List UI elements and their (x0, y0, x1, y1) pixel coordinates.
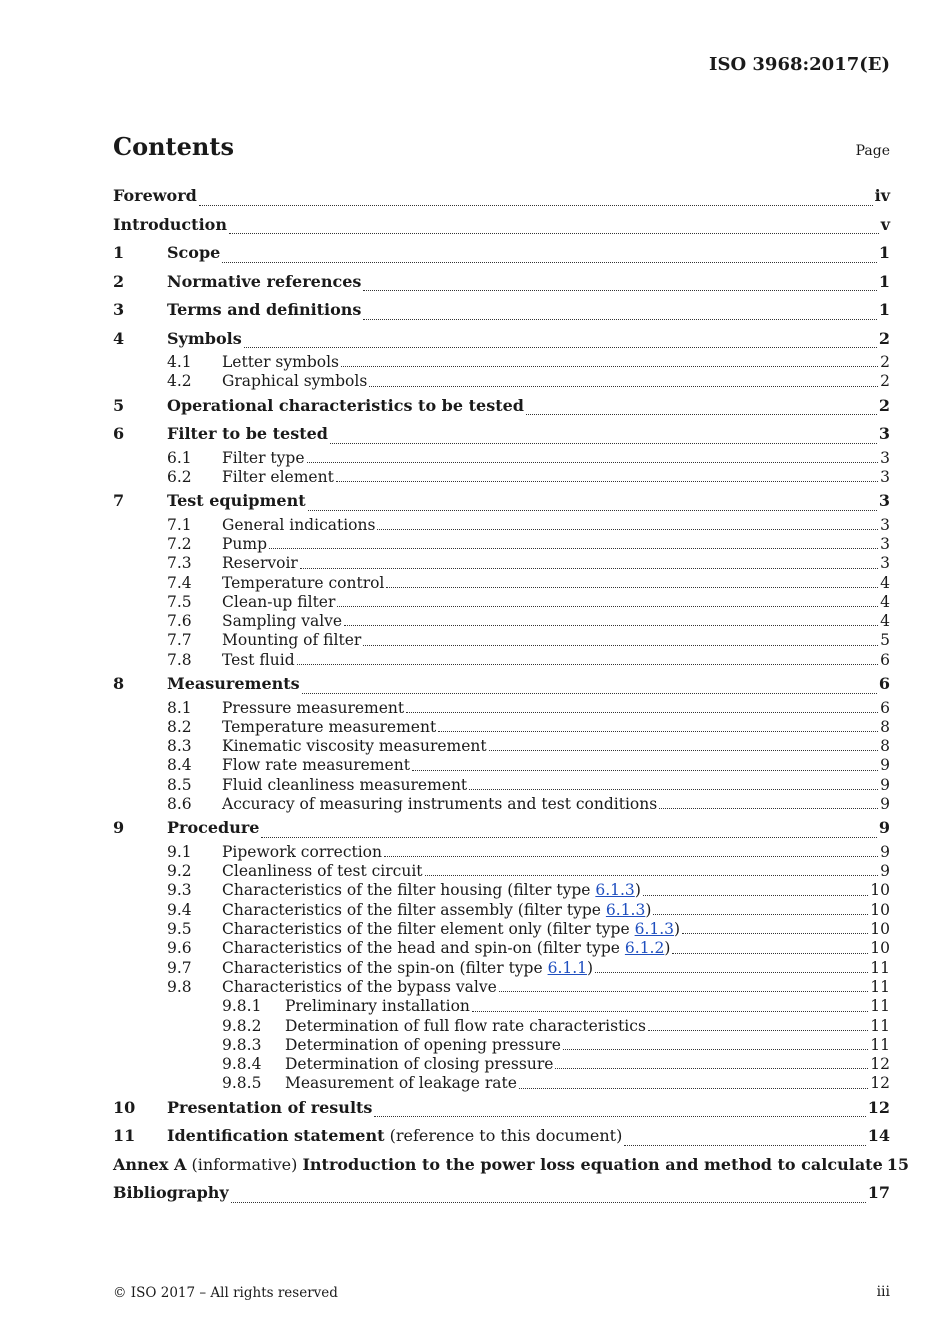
toc-entry-number: 8.1 (167, 698, 192, 717)
toc-entry[interactable] (113, 516, 890, 535)
dot-leader (499, 991, 869, 992)
clause-reference-link[interactable]: 6.1.1 (547, 958, 588, 977)
toc-entry[interactable] (113, 1122, 890, 1151)
toc-entry-page: 3 (880, 515, 890, 534)
toc-entry-number: 2 (113, 271, 125, 291)
toc-entry-page: 9 (878, 818, 890, 838)
clause-reference-link[interactable]: 6.1.3 (595, 881, 635, 900)
toc-entry-page: 3 (880, 554, 890, 573)
toc-entry-title (222, 554, 298, 573)
dot-leader (659, 808, 878, 809)
page-title: Contents (113, 132, 234, 161)
dot-leader (307, 462, 879, 463)
dot-leader (526, 414, 877, 415)
toc-entry-title-suffix: ) (587, 958, 594, 977)
toc-entry-title (222, 901, 651, 920)
toc-entry-number: 7.7 (167, 631, 192, 650)
toc-entry-page: 10 (870, 939, 890, 958)
toc-entry-title (285, 1036, 561, 1055)
toc-entry[interactable] (113, 862, 890, 881)
toc-entry-title (167, 296, 361, 325)
toc-entry[interactable] (113, 211, 890, 240)
dot-leader (222, 262, 877, 263)
toc-entry-page: 1 (878, 243, 890, 262)
toc-entry-title (222, 516, 375, 535)
page-column-label: Page (855, 143, 890, 159)
dot-leader (406, 712, 878, 713)
dot-leader (297, 664, 879, 665)
toc-entry-number: 9.8 (167, 977, 192, 996)
toc-entry-page: 9 (880, 756, 890, 775)
toc-entry-title (222, 843, 382, 862)
dot-leader (682, 933, 868, 934)
toc-entry-qualifier: (informative) (186, 1154, 303, 1174)
toc-entry-number: 7.6 (167, 612, 192, 631)
toc-entry-page: 4 (880, 612, 890, 631)
toc-entry-title (167, 239, 220, 268)
toc-entry-page: 10 (870, 920, 890, 939)
dot-leader (425, 875, 879, 876)
toc-entry-title-text: General indications (222, 515, 376, 534)
toc-entry-title-text: Accuracy of measuring instruments and test conditions (222, 795, 658, 814)
toc-entry-title (222, 795, 657, 814)
dot-leader (648, 1030, 868, 1031)
toc-entry-title (167, 325, 242, 354)
toc-entry[interactable] (113, 392, 890, 421)
dot-leader (384, 856, 878, 857)
dot-leader (489, 750, 878, 751)
toc-entry-title (167, 1122, 622, 1151)
toc-entry-page: 2 (880, 372, 890, 391)
toc-entry[interactable] (113, 901, 890, 920)
toc-entry[interactable] (113, 939, 890, 958)
clause-reference-link[interactable]: 6.1.3 (605, 900, 646, 919)
toc-entry-page: 1 (878, 271, 890, 291)
toc-entry-number: 9.8.5 (222, 1074, 262, 1093)
toc-entry[interactable] (113, 325, 890, 354)
toc-entry[interactable] (113, 1017, 890, 1036)
toc-entry-title (222, 718, 436, 737)
toc-entry-page: 12 (867, 1097, 890, 1117)
toc-entry-number: 9.8.1 (222, 997, 262, 1016)
dot-leader (672, 953, 868, 954)
dot-leader (337, 606, 878, 607)
toc-entry-number: 8.4 (167, 756, 192, 775)
toc-entry[interactable] (113, 843, 890, 862)
toc-entry[interactable] (113, 239, 890, 268)
toc-entry[interactable] (113, 535, 890, 554)
toc-entry-title-text: Characteristics of the spin-on (filter type (222, 958, 548, 977)
toc-entry-number: 8.2 (167, 717, 192, 736)
dot-leader (653, 914, 868, 915)
toc-entry-title (222, 353, 339, 372)
toc-entry-title-text: Pump (222, 534, 268, 553)
toc-entry-title (113, 182, 197, 211)
toc-entry[interactable] (113, 756, 890, 775)
toc-entry-page: 11 (870, 997, 890, 1016)
toc-entry-page: 3 (880, 448, 890, 467)
toc-entry-page: 12 (870, 1055, 890, 1074)
toc-entry-page: v (880, 214, 890, 234)
toc-entry-title (113, 211, 227, 240)
toc-entry-title (222, 593, 335, 612)
toc-entry-title-text: Introduction (113, 214, 227, 234)
toc-entry-title-text: Preliminary installation (285, 997, 470, 1016)
toc-entry-title (222, 862, 423, 881)
table-of-contents (113, 182, 910, 1208)
toc-entry-title-text: Mounting of filter (222, 631, 362, 650)
dot-leader (472, 1011, 868, 1012)
toc-entry-page: 3 (880, 467, 890, 486)
toc-entry[interactable] (113, 670, 890, 699)
toc-entry-title-text: Symbols (167, 328, 242, 348)
toc-entry-page: 10 (870, 900, 890, 919)
toc-entry-number: 7.8 (167, 650, 192, 669)
toc-entry[interactable] (113, 776, 890, 795)
toc-entry-title-text: Procedure (167, 818, 260, 838)
toc-entry-title-text: Flow rate measurement (222, 756, 410, 775)
toc-entry-title (285, 997, 470, 1016)
toc-entry-number: 4 (113, 328, 125, 348)
toc-entry-title-text: Characteristics of the head and spin-on (filter type (222, 939, 625, 958)
toc-entry-title-suffix: ) (645, 900, 652, 919)
toc-entry-title-text: Bibliography (113, 1183, 229, 1203)
dot-leader (624, 1145, 865, 1146)
toc-entry-title-text: Test fluid (222, 650, 295, 669)
toc-entry-page: 4 (880, 573, 890, 592)
toc-entry-title-text: Determination of closing pressure (285, 1055, 554, 1074)
toc-entry[interactable] (113, 449, 890, 468)
toc-entry-title-text: Annex A (113, 1154, 187, 1174)
toc-entry[interactable] (113, 468, 890, 487)
toc-entry[interactable] (113, 353, 890, 372)
toc-entry-number: 7.1 (167, 515, 192, 534)
toc-entry[interactable] (113, 795, 890, 814)
toc-entry-page: 9 (880, 795, 890, 814)
toc-entry-title-text: Test equipment (167, 491, 306, 511)
toc-entry-title (113, 1151, 883, 1180)
toc-entry-title (222, 631, 361, 650)
toc-entry-title (167, 268, 361, 297)
toc-entry-page: 17 (867, 1183, 890, 1203)
dot-leader (341, 366, 878, 367)
toc-entry-title-text: Sampling valve (222, 612, 343, 631)
toc-entry-number: 5 (113, 395, 125, 415)
dot-leader (261, 837, 876, 838)
toc-entry-page: 5 (880, 631, 890, 650)
toc-entry-title-text: Pipework correction (222, 842, 382, 861)
toc-entry-page: 6 (880, 650, 890, 669)
toc-entry-page: 3 (880, 534, 890, 553)
toc-entry-page: 8 (880, 717, 890, 736)
toc-entry-number: 8.5 (167, 775, 192, 794)
toc-entry-number: 4.1 (167, 353, 192, 371)
dot-leader (555, 1068, 868, 1069)
toc-entry-page: 9 (880, 842, 890, 861)
dot-leader (302, 693, 877, 694)
toc-entry-number: 9.3 (167, 881, 192, 900)
toc-entry-number: 9.5 (167, 920, 192, 939)
toc-entry-number: 9.6 (167, 939, 192, 958)
toc-entry-title (167, 392, 524, 421)
toc-entry[interactable] (113, 920, 890, 939)
toc-entry-title (167, 814, 259, 843)
toc-entry-title (222, 468, 334, 487)
toc-entry-title (222, 574, 384, 593)
toc-entry-title (222, 959, 593, 978)
toc-entry-title (167, 1094, 372, 1123)
dot-leader (231, 1202, 866, 1203)
toc-entry-number: 11 (113, 1126, 136, 1146)
toc-entry-title-text: Scope (167, 243, 221, 262)
toc-entry[interactable] (113, 1074, 890, 1093)
toc-entry[interactable] (113, 1055, 890, 1074)
toc-entry-title (222, 699, 404, 718)
toc-entry-title (222, 612, 342, 631)
toc-entry[interactable] (113, 487, 890, 516)
toc-entry-title (222, 535, 267, 554)
toc-entry-annex-title: Introduction to the power loss equation and method to calculate (302, 1154, 883, 1174)
toc-entry-number: 10 (113, 1097, 136, 1117)
toc-entry-title (222, 449, 305, 468)
dot-leader (563, 1049, 868, 1050)
toc-entry-page: 6 (880, 698, 890, 717)
toc-entry-number: 9.8.2 (222, 1016, 262, 1035)
toc-entry-title-text: Terms and definitions (167, 300, 362, 319)
toc-entry[interactable] (113, 978, 890, 997)
dot-leader (412, 770, 878, 771)
dot-leader (344, 625, 878, 626)
toc-entry-page: 1 (878, 300, 890, 319)
toc-entry-number: 7.5 (167, 592, 192, 611)
toc-entry[interactable] (113, 420, 890, 449)
toc-entry[interactable] (113, 814, 890, 843)
toc-entry-title-text: Determination of opening pressure (285, 1035, 561, 1054)
toc-entry-title (285, 1074, 517, 1093)
toc-entry-number: 7.2 (167, 534, 192, 553)
toc-entry-page: 9 (880, 862, 890, 881)
toc-entry-title-text: Characteristics of the filter housing (filter type (222, 881, 596, 900)
dot-leader (363, 645, 878, 646)
toc-entry[interactable] (113, 631, 890, 650)
toc-entry-title-text: Operational characteristics to be tested (167, 395, 524, 415)
toc-entry-number: 9.8.4 (222, 1055, 262, 1074)
toc-entry-page: 11 (870, 1016, 890, 1035)
toc-entry-number: 8.3 (167, 737, 192, 756)
toc-entry-number: 7.4 (167, 573, 192, 592)
toc-entry-page: 11 (870, 1035, 890, 1054)
toc-entry-title-text: Determination of full flow rate characteristics (285, 1016, 646, 1035)
toc-entry-title-text: Kinematic viscosity measurement (222, 737, 487, 756)
toc-entry-number: 7 (113, 491, 125, 511)
toc-entry-title-text: Fluid cleanliness measurement (222, 775, 468, 794)
toc-entry-title (222, 920, 680, 939)
toc-entry-title-text: Temperature control (222, 573, 385, 592)
toc-entry-title-text: Filter type (222, 448, 305, 467)
dot-leader (308, 510, 877, 511)
toc-entry-title (285, 1055, 553, 1074)
toc-entry-number: 1 (113, 243, 125, 262)
dot-leader (229, 233, 879, 234)
toc-entry[interactable] (113, 1094, 890, 1123)
toc-entry-number: 8.6 (167, 795, 192, 814)
toc-entry-number: 8 (113, 674, 125, 694)
toc-entry-title-text: Identification statement (167, 1126, 385, 1146)
dot-leader (269, 548, 878, 549)
toc-entry-title-text: Characteristics of the filter element only (filter type (222, 920, 635, 939)
toc-entry-title-text: Presentation of results (167, 1097, 373, 1117)
dot-leader (386, 587, 878, 588)
toc-entry[interactable] (113, 1179, 890, 1208)
clause-reference-link[interactable]: 6.1.2 (624, 939, 665, 958)
toc-entry[interactable] (113, 959, 890, 978)
toc-entry[interactable] (113, 296, 890, 325)
toc-entry-page: 4 (880, 592, 890, 611)
dot-leader (300, 568, 878, 569)
toc-entry-number: 4.2 (167, 372, 192, 391)
toc-entry-title-text: Graphical symbols (222, 372, 368, 391)
toc-entry[interactable] (113, 372, 890, 391)
toc-entry[interactable] (113, 718, 890, 737)
toc-entry[interactable] (113, 574, 890, 593)
toc-entry-title-text: Characteristics of the bypass valve (222, 977, 497, 996)
toc-entry[interactable] (113, 1036, 890, 1055)
toc-entry[interactable] (113, 1151, 910, 1180)
toc-entry[interactable] (113, 612, 890, 631)
toc-entry-title-text: Cleanliness of test circuit (222, 862, 423, 881)
toc-entry[interactable] (113, 737, 890, 756)
toc-entry-number: 6.2 (167, 467, 192, 486)
document-code: ISO 3968:2017(E) (709, 54, 890, 75)
toc-entry-title-text: Filter element (222, 467, 334, 486)
toc-entry-title-text: Reservoir (222, 554, 298, 573)
toc-entry-title (285, 1017, 646, 1036)
toc-entry-title-text: Clean-up filter (222, 592, 336, 611)
toc-entry-page: 2 (878, 328, 890, 348)
toc-entry[interactable] (113, 651, 890, 670)
toc-entry-page: 10 (870, 881, 890, 900)
toc-entry[interactable] (113, 268, 890, 297)
toc-entry-number: 6 (113, 424, 125, 444)
toc-entry-number: 7.3 (167, 554, 192, 573)
toc-entry[interactable] (113, 997, 890, 1016)
toc-entry-number: 6.1 (167, 448, 192, 467)
dot-leader (643, 895, 868, 896)
toc-entry-page: 12 (870, 1074, 890, 1093)
toc-entry-title-suffix: ) (674, 920, 681, 939)
copyright-notice: © ISO 2017 – All rights reserved (113, 1285, 338, 1301)
toc-entry-title (222, 776, 467, 795)
toc-entry-number: 9.8.3 (222, 1035, 262, 1054)
toc-entry-title-suffix: ) (664, 939, 671, 958)
toc-entry-title (167, 420, 328, 449)
dot-leader (438, 731, 878, 732)
dot-leader (369, 386, 878, 387)
toc-entry-number: 9.7 (167, 958, 192, 977)
toc-entry-title (222, 651, 295, 670)
dot-leader (595, 972, 868, 973)
toc-entry-number: 9 (113, 818, 125, 838)
toc-entry-title-text: Pressure measurement (222, 698, 405, 717)
toc-entry-title (167, 487, 306, 516)
toc-entry-number: 9.4 (167, 900, 192, 919)
toc-entry-title-text: Letter symbols (222, 353, 340, 371)
toc-entry-page: 9 (880, 775, 890, 794)
toc-entry-qualifier: (reference to this document) (384, 1126, 623, 1146)
toc-entry[interactable] (113, 593, 890, 612)
toc-entry-title (222, 756, 410, 775)
toc-entry[interactable] (113, 182, 890, 211)
toc-entry-title-text: Normative references (167, 271, 362, 291)
toc-entry-title (222, 881, 641, 900)
dot-leader (374, 1116, 865, 1117)
toc-entry-page: 2 (878, 395, 890, 415)
toc-entry-page: 3 (878, 491, 890, 511)
dot-leader (330, 443, 877, 444)
toc-entry-title (222, 372, 367, 391)
page-number: iii (876, 1284, 890, 1300)
dot-leader (199, 205, 873, 206)
toc-entry-title-text: Measurement of leakage rate (285, 1074, 517, 1093)
toc-entry-title (222, 737, 487, 756)
toc-entry-title (222, 978, 497, 997)
toc-entry-title-suffix: ) (634, 881, 641, 900)
toc-entry-title-text: Measurements (167, 674, 300, 694)
toc-entry-page: iv (874, 186, 890, 205)
toc-entry-title (113, 1179, 229, 1208)
toc-entry[interactable] (113, 554, 890, 573)
toc-entry-page: 11 (870, 977, 890, 996)
toc-entry-title-text: Temperature measurement (222, 717, 437, 736)
toc-entry-number: 3 (113, 300, 125, 319)
toc-entry-title (222, 939, 670, 958)
dot-leader (336, 481, 878, 482)
dot-leader (244, 347, 877, 348)
toc-entry-page: 11 (870, 958, 890, 977)
toc-entry-number: 9.2 (167, 862, 192, 881)
toc-entry-title-text: Characteristics of the filter assembly (filter type (222, 900, 606, 919)
toc-entry-page: 14 (867, 1126, 890, 1146)
dot-leader (519, 1088, 868, 1089)
toc-entry-page: 8 (880, 737, 890, 756)
toc-entry-number: 9.1 (167, 842, 192, 861)
toc-entry-page: 6 (878, 674, 890, 694)
dot-leader (363, 290, 876, 291)
toc-entry[interactable] (113, 881, 890, 900)
clause-reference-link[interactable]: 6.1.3 (634, 920, 675, 939)
toc-entry[interactable] (113, 699, 890, 718)
toc-entry-page: 2 (880, 353, 890, 371)
toc-entry-title-text: Foreword (113, 186, 197, 205)
toc-entry-title-text: Filter to be tested (167, 424, 328, 444)
toc-entry-page: 3 (878, 424, 890, 444)
toc-entry-title (167, 670, 300, 699)
dot-leader (377, 529, 878, 530)
dot-leader (363, 319, 876, 320)
dot-leader (469, 789, 878, 790)
toc-entry-page: 15 (886, 1154, 910, 1174)
